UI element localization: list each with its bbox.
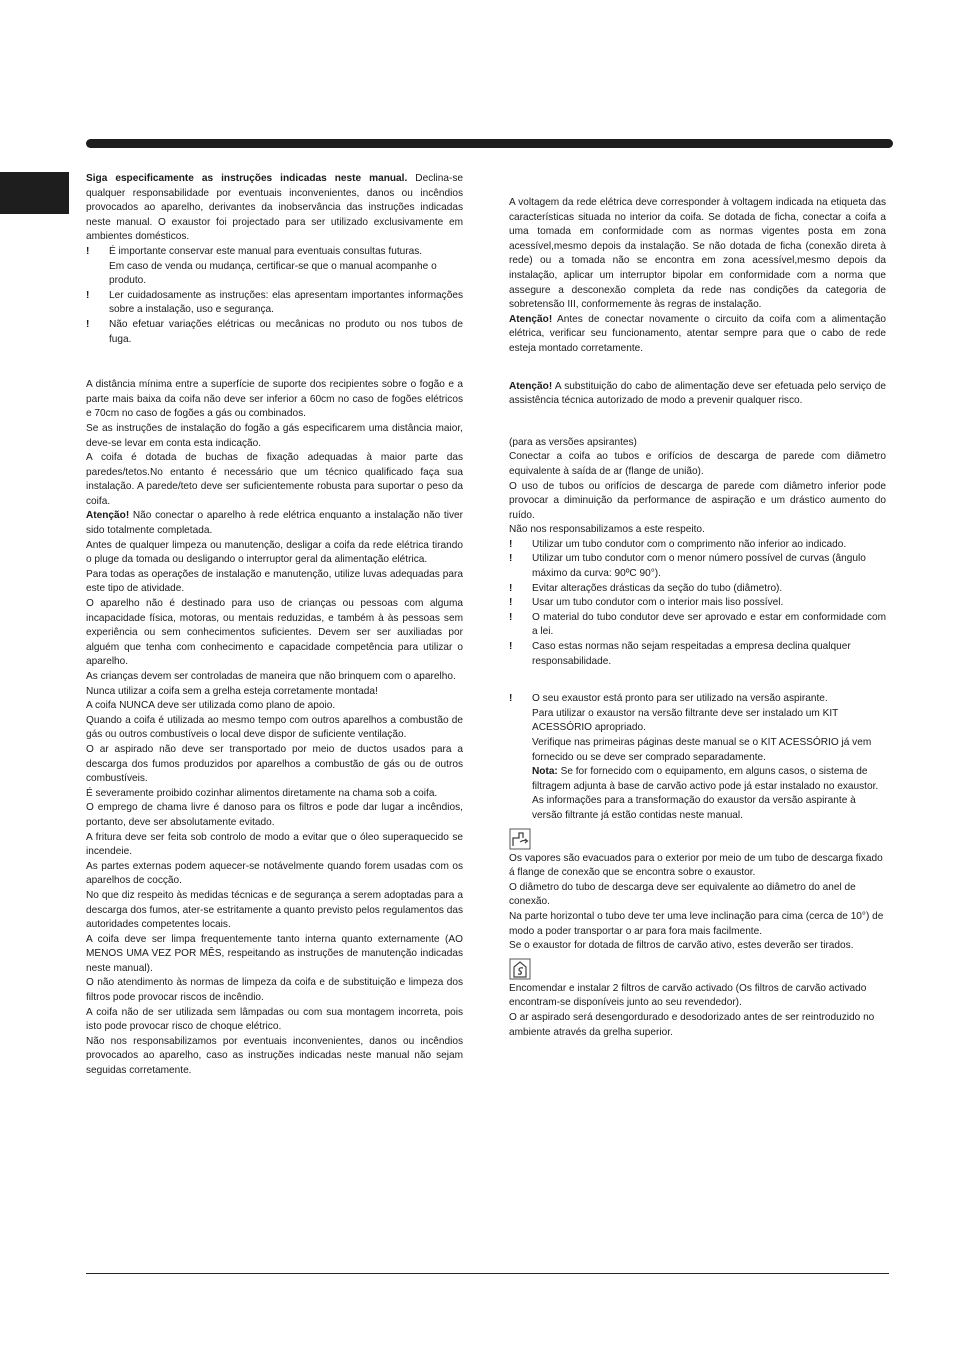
paragraph: O não atendimento às normas de limpeza da coifa e de substituição e limpeza dos filtros pode provocar riscos de incêndio. [86,977,463,1004]
version-note: ! O seu exaustor está pronto para ser utilizado na versão aspirante. Para utilizar o exaustor na versão filtrante deve ser instalado um KIT ACESSÓRIO apropriado. Verifique nas primeiras páginas deste manual se o KIT ACESSÓRIO já vem fornecido ou se deve ser comprado separadamente. Nota: Se for fornecido com o equipamento, em alguns casos, o sistema de filtragem adjunta à base de carvão activo pode já estar instalado no exaustor. As informações para a transformação do exaustor da versão aspirante à versão filtrante já estão contidas neste manual. [509,693,879,821]
right-column [509,196,886,1040]
bullet-item: ! O material do tubo condutor deve ser aprovado e estar em conformidade com a lei. [509,611,886,638]
paragraph: O diâmetro do tubo de descarga deve ser equivalente ao diâmetro do anel de conexão. [509,881,856,908]
paragraph: A voltagem da rede elétrica deve corresponder à voltagem indicada na etiqueta das características situada no interior da coifa. Se dotada de ficha, conectar a coifa a uma tomada em conformidade com as normas vigentes posta em zona acessível,mesmo depois da instalação. Se não dotada de ficha (conexão direta à rede) ou a tomada não se encontra em zona acessível,mesmo depois da instalação, aplicar um interruptor bipolar em conformidade com a norma que assegure a desconexão completa da rede nas condições da categoria de sobretensão III, conformemente às regras de instalação. [509,197,886,311]
header-bar [86,139,893,148]
paragraph: A coifa é dotada de buchas de fixação adequadas à maior parte das paredes/tetos.No entanto é necessário que um técnico qualificado faça sua instalação. A parede/teto deve ser suficientemente robusta para suportar o peso da coifa. [86,452,463,507]
paragraph: O uso de tubos ou orifícios de descarga de parede com diâmetro inferior pode provocar a diminuição da performance de aspiração e um drástico aumento do ruído. [509,480,886,521]
paragraph: A coifa NUNCA deve ser utilizada como plano de apoio. [86,700,336,712]
paragraph: Nunca utilizar a coifa sem a grelha esteja corretamente montada! [86,685,378,697]
left-column [86,172,463,1079]
paragraph: A fritura deve ser feita sob controlo de modo a evitar que o óleo superaquecido se incendeie. [86,831,463,858]
bullet-item: ! Caso estas normas não sejam respeitadas a empresa declina qualquer responsabilidade. [509,641,851,667]
paragraph: O ar aspirado será desengordurado e desodorizado antes de ser reintroduzido no ambiente através da grelha superior. [509,1011,875,1038]
paragraph: Os vapores são evacuados para o exterior por meio de um tubo de descarga fixado á flange de conexão que se encontra sobre o exaustor. [509,852,883,879]
intro-paragraph: Siga especificamente as instruções indicadas neste manual. Declina-se qualquer responsabilidade por eventuais inconvenientes, danos ou incêndios provocados ao aparelho, derivantes da inobservância das instruções indicadas neste manual. O exaustor foi projectado para ser utilizado exclusivamente em ambientes domésticos. [86,173,463,243]
paragraph: Se as instruções de instalação do fogão a gás especificarem uma distância maior, deve-se levar em conta esta indicação. [86,422,463,449]
paragraph: Se o exaustor for dotada de filtros de carvão ativo, estes deverão ser tirados. [509,940,854,952]
paragraph: No que diz respeito às medidas técnicas e de segurança a serem adoptadas para a descarga dos fumos, ater-se estritamente a quanto previsto pelos regulamentos das autoridades competentes locais. [86,889,463,931]
paragraph: Quando a coifa é utilizada ao mesmo tempo com outros aparelhos a combustão de gás ou outros combustíveis o local deve dispor de suficiente ventilação. [86,714,463,741]
filtering-version-icon [509,958,531,980]
paragraph: A coifa deve ser limpa frequentemente tanto interna quanto externamente (AO MENOS UMA VEZ POR MÊS, respeitando as instruções de manutenção indicadas neste manual). [86,933,463,974]
paragraph: Não nos responsabilizamos a este respeito. [509,524,705,536]
bullet-item: ! Utilizar um tubo condutor com o menor número possível de curvas (ângulo máximo da curva: 90ºC 90°). [509,553,866,580]
paragraph: As crianças devem ser controladas de maneira que não brinquem com o aparelho. [86,671,456,682]
paragraph: O emprego de chama livre é danoso para os filtros e pode dar lugar a incêndios, portanto, deve ser absolutamente evitado. [86,802,463,828]
paragraph: O ar aspirado não deve ser transportado por meio de ductos usados para a descarga dos fumos produzidos por aparelhos a combustão de gás ou de outros combustíveis. [86,743,463,785]
paragraph: Não nos responsabilizamos por eventuais inconvenientes, danos ou incêndios provocados ao aparelho, caso as instruções indicadas neste manual não sejam seguidas corretamente. [86,1035,463,1077]
bullet-item: ! Ler cuidadosamente as instruções: elas apresentam importantes informações sobre a instalação, uso e segurança. [86,289,463,316]
bullet-item: ! Não efetuar variações elétricas ou mecânicas no produto ou nos tubos de fuga. [86,318,463,345]
paragraph: O aparelho não é destinado para uso de crianças ou pessoas com alguma incapacidade física, motoras, ou mentais reduzidas, e também à às pessoas sem experiência ou sem conhecimentos suficientes. Devem ser ser auxiliadas por alguém que tenha com conhecimento e capacidade competência para utilizar o aparelho. [86,598,463,668]
warning-paragraph: Atenção! A substituição do cabo de alimentação deve ser efetuada pelo serviço de assistência técnica autorizado de modo a prevenir qualquer risco. [509,380,886,407]
paragraph: Antes de qualquer limpeza ou manutenção, desligar a coifa da rede elétrica tirando o pluge da tomada ou desligando o interruptor geral da alimentação elétrica. [86,539,463,566]
paragraph: As partes externas podem aquecer-se notávelmente quando forem usadas com os aparelhos de cocção. [86,860,463,887]
paragraph: É severamente proibido cozinhar alimentos diretamente na chama sob a coifa. [86,787,438,799]
warning-paragraph: Atenção! Não conectar o aparelho à rede elétrica enquanto a instalação não tiver sido totalmente completada. [86,510,463,537]
paragraph: Para todas as operações de instalação e manutenção, utilize luvas adequadas para este tipo de atividade. [86,568,463,595]
bullet-item: ! Utilizar um tubo condutor com o comprimento não inferior ao indicado. [509,538,847,550]
warning-paragraph: Atenção! Antes de conectar novamente o circuito da coifa com a alimentação elétrica, verificar seu funcionamento, atentar sempre para que o cabo de rede esteja montado corretamente. [509,313,886,354]
bullet-item: ! É importante conservar este manual para eventuais consultas futuras. [86,245,423,257]
paragraph: Encomendar e instalar 2 filtros de carvão activado (Os filtros de carvão activado encontram-se disponíveis junto ao seu revendedor). [509,982,867,1009]
bullet-item: ! Usar um tubo condutor com o interior mais liso possível. [509,597,784,609]
paragraph: Na parte horizontal o tubo deve ter uma leve inclinação para cima (cerca de 10°) de modo a poder transportar o ar para fora mais facilmente. [509,910,884,937]
paragraph: A distância mínima entre a superfície de suporte dos recipientes sobre o fogão e a parte mais baixa da coifa não deve ser inferior a 60cm no caso de fogões elétricos e 70cm no caso de fogões a gás ou combinados. [86,379,463,420]
aspirating-version-icon [509,828,531,850]
bullet-item: ! Evitar alterações drásticas da seção do tubo (diâmetro). [509,582,783,594]
footer-rule [86,1273,889,1274]
paragraph: (para as versões apsirantes) [509,436,637,448]
paragraph: A coifa não de ser utilizada sem lâmpadas ou com sua montagem incorreta, pois isto pode provocar risco de choque elétrico. [86,1006,463,1033]
language-tab [0,172,69,214]
paragraph: Conectar a coifa ao tubos e orifícios de descarga de parede com diâmetro equivalente à saída de ar (flange de união). [509,451,886,477]
bullet-item: Em caso de venda ou mudança, certificar-se que o manual acompanhe o produto. [109,260,437,287]
